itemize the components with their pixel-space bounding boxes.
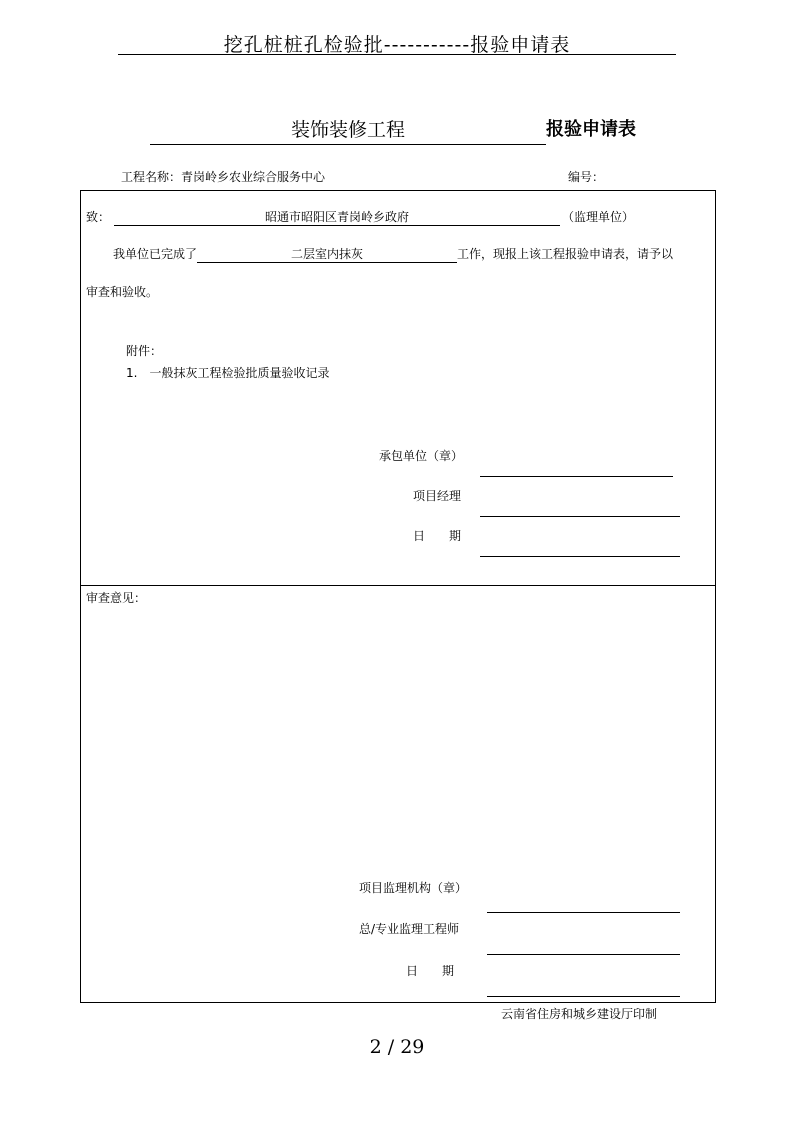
to-value: 昭通市昭阳区青岗岭乡政府 (114, 208, 560, 226)
date-label: 日 期 (413, 529, 462, 543)
completion-prefix: 我单位已完成了 (113, 247, 198, 261)
supervising-engineer-line (487, 954, 680, 955)
attachment-item: 1. 一般抹灰工程检验批质量验收记录 (126, 366, 330, 380)
form-title-project-type: 装饰装修工程 (150, 115, 546, 145)
project-manager-line (480, 516, 680, 517)
completed-work-value: 二层室内抹灰 (197, 245, 457, 263)
document-header-title: 挖孔桩桩孔检验批-----------报验申请表 (223, 34, 571, 56)
project-manager-label: 项目经理 (413, 489, 462, 503)
form-number-label: 编号： (568, 170, 605, 184)
attachment-label: 附件： (126, 344, 163, 358)
page-number: 2 / 29 (369, 1036, 425, 1058)
contractor-seal-label: 承包单位（章） (379, 449, 464, 463)
supervising-engineer-label: 总/专业监理工程师 (359, 922, 460, 936)
printer-credit: 云南省住房和城乡建设厅印制 (501, 1007, 658, 1021)
project-name-value: 青岗岭乡农业综合服务中心 (181, 170, 326, 184)
form-title: 报验申请表 (546, 119, 636, 140)
header-rule (118, 54, 676, 55)
to-line (114, 208, 560, 226)
project-name-label: 工程名称： (121, 170, 182, 184)
completion-suffix: 工作，现报上该工程报验申请表，请予以 (457, 247, 674, 261)
review-opinion-label: 审查意见： (86, 591, 147, 605)
review-date-label: 日 期 (406, 964, 455, 978)
date-line (480, 556, 680, 557)
supervision-org-line (487, 912, 680, 913)
to-label: 致： (86, 210, 111, 224)
project-name-row (121, 168, 325, 185)
completion-line-2: 审查和验收。 (86, 285, 159, 299)
supervision-org-label: 项目监理机构（章） (359, 881, 468, 895)
section-divider (80, 585, 716, 586)
review-date-line (487, 996, 680, 997)
contractor-seal-line (480, 476, 673, 477)
to-suffix: （监理单位） (562, 210, 635, 224)
completion-statement (113, 245, 673, 263)
